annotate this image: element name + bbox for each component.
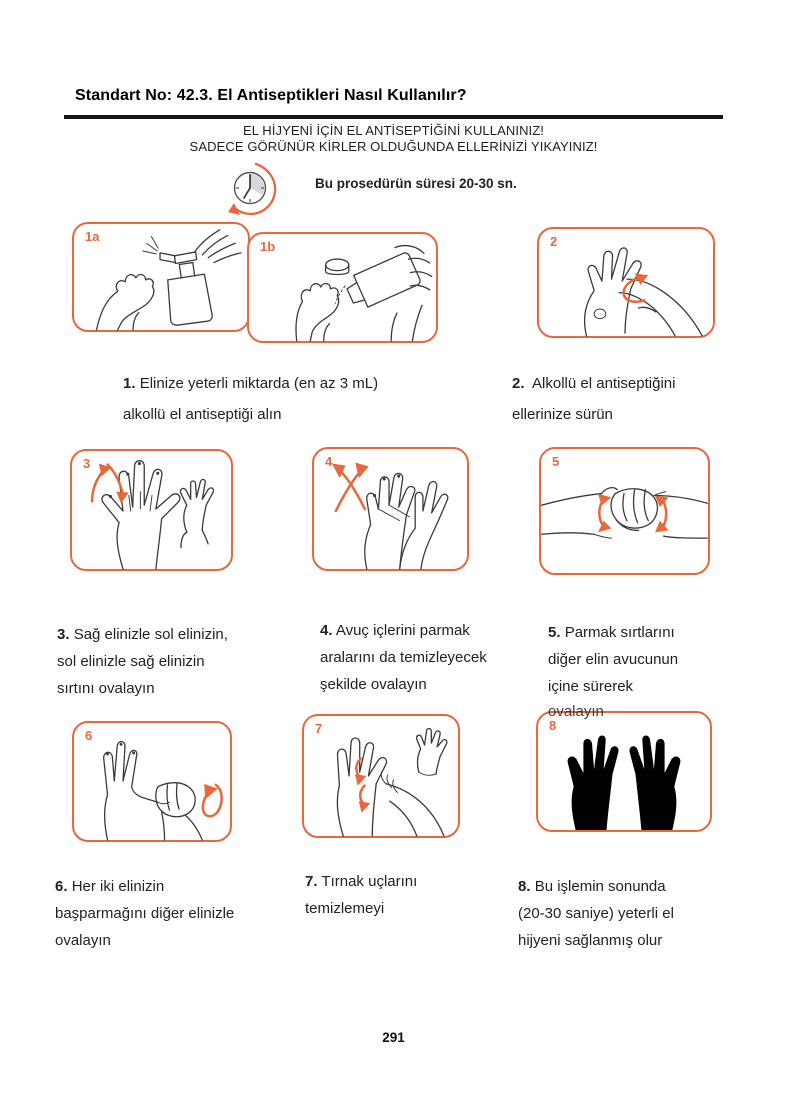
step-8-text: 8. Bu işlemin sonunda (20-30 saniye) yeterli el hijyeni sağlanmış olur <box>518 878 674 949</box>
rubbing-back-of-hand-illustration <box>72 451 231 569</box>
step-4-text: 4. Avuç içlerini parmak aralarını da temizleyecek şekilde ovalayın <box>320 622 487 693</box>
figure-label: 7 <box>315 721 323 736</box>
figure-step-7 <box>302 714 460 838</box>
warning-line-1: EL HİJYENİ İÇİN EL ANTİSEPTİĞİNİ KULLANINIZ! <box>242 123 545 138</box>
interlocked-finger-backs-illustration <box>541 449 708 573</box>
figure-label: 3 <box>83 456 91 471</box>
clock-with-counterclockwise-arrow-icon <box>226 162 278 216</box>
figure-label: 1b <box>260 239 276 254</box>
step-3-text: 3. Sağ elinizle sol elinizin, sol elinizle sağ elinizin sırtını ovalayın <box>57 626 228 697</box>
two-open-palms-illustration <box>538 713 710 830</box>
rubbing-palms-circular-illustration <box>539 229 713 336</box>
step-7-text: 7. Tırnak uçlarını temizlemeyi <box>305 873 418 917</box>
step-5-clipped-line <box>548 705 723 710</box>
page-title: Standart No: 42.3. El Antiseptikleri Nasıl Kullanılır? <box>75 87 467 104</box>
figure-label: 8 <box>549 718 557 733</box>
pouring-bottle-into-palm-illustration <box>249 234 436 341</box>
duration-text: Bu prosedürün süresi 20-30 sn. <box>315 176 517 191</box>
figure-step-2 <box>537 227 715 338</box>
hand-pressing-dispenser-pump-illustration <box>74 224 248 330</box>
figure-step-1a <box>72 222 250 332</box>
figure-step-3 <box>70 449 233 571</box>
figure-label: 2 <box>550 234 558 249</box>
figure-label: 5 <box>552 454 560 469</box>
page-number: 291 <box>382 1030 405 1045</box>
step-5-text: 5. Parmak sırtlarını diğer elin avucunun içine sürerek <box>548 624 723 710</box>
figure-label: 4 <box>325 454 333 469</box>
thumb-rotational-rubbing-illustration <box>74 723 230 840</box>
figure-step-1b <box>247 232 438 343</box>
step-2-text: 2. Alkollü el antiseptiğini ellerinize sürün <box>512 375 676 423</box>
fingertips-in-palm-illustration <box>304 716 458 836</box>
step-1-text: 1. Elinize yeterli miktarda (en az 3 mL) alkollü el antiseptiği alın <box>123 375 379 423</box>
interlaced-fingers-rubbing-illustration <box>314 449 467 569</box>
figure-label: 1a <box>85 229 100 244</box>
figure-step-6 <box>72 721 232 842</box>
warning-line-2: SADECE GÖRÜNÜR KİRLER OLDUĞUNDA ELLERİNİZİ YIKAYINIZ! <box>189 139 598 154</box>
figure-step-5 <box>539 447 710 575</box>
figure-step-8 <box>536 711 712 832</box>
title-underline <box>64 115 723 119</box>
figure-label: 6 <box>85 728 93 743</box>
step-6-text: 6. Her iki elinizin başparmağını diğer elinizle ovalayın <box>55 878 235 949</box>
figure-step-4 <box>312 447 469 571</box>
